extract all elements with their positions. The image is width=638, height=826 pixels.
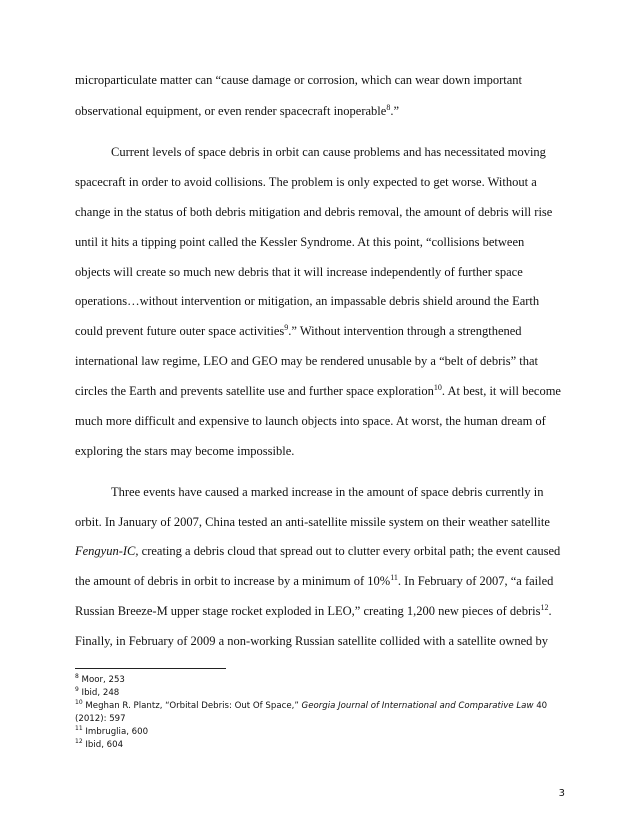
body-line: the amount of debris in orbit to increase by a minimum of 10%$^{11}$. In February of 2007, “a failed <box>75 573 554 588</box>
body-line: Three events have caused a marked increase in the amount of space debris currently in <box>111 485 544 499</box>
body-line: exploring the stars may become impossible. <box>75 444 295 458</box>
body-line: circles the Earth and prevents satellite use and further space exploration$^{10}$. At best, it will become <box>75 383 561 398</box>
footnote-ref[interactable]: 8 <box>386 103 391 112</box>
body-line: operations…without intervention or mitigation, an impassable debris shield around the Earth <box>75 294 540 308</box>
body-line: Russian Breeze-M upper stage rocket exploded in LEO,” creating 1,200 new pieces of debris$^{12}$. <box>75 603 552 618</box>
page-number: 3 <box>558 788 565 799</box>
body-line: orbit. In January of 2007, China tested an anti-satellite missile system on their weather satellite <box>75 515 550 529</box>
body-line: observational equipment, or even render spacecraft inoperable$^8$.” <box>75 103 400 118</box>
body-line: much more difficult and expensive to launch objects into space. At worst, the human dream of <box>75 414 546 428</box>
footnote: $^9$ Ibid, 248 <box>75 686 120 698</box>
footnote: $^{12}$ Ibid, 604 <box>75 738 124 750</box>
journal-title: Georgia Journal of International and Comparative Law <box>301 701 534 711</box>
body-line: Finally, in February of 2009 a non-working Russian satellite collided with a satellite owned by <box>75 634 549 648</box>
satellite-name: Fengyun-IC, <box>75 544 139 558</box>
body-line: spacecraft in order to avoid collisions. The problem is only expected to get worse. Without a <box>75 175 537 189</box>
footnote-ref[interactable]: 10 <box>433 383 442 392</box>
footnote: $^8$ Moor, 253 <box>75 673 125 685</box>
footnote: $^{10}$ Meghan R. Plantz, “Orbital Debris: Out Of Space,” Georgia Journal of International and Comparative Law 40 <box>75 699 548 711</box>
body-line: Fengyun-IC, creating a debris cloud that spread out to clutter every orbital path; the event caused <box>75 544 561 558</box>
body-line: Current levels of space debris in orbit can cause problems and has necessitated moving <box>111 145 546 159</box>
footnote: $^{11}$ Imbruglia, 600 <box>75 725 149 737</box>
body-line: objects will create so much new debris that it will increase independently of further space <box>75 265 523 279</box>
footnote-continuation: (2012): 597 <box>75 714 126 724</box>
body-line: international law regime, LEO and GEO may be rendered unusable by a “belt of debris” that <box>75 354 539 368</box>
body-line: change in the status of both debris mitigation and debris removal, the amount of debris will rise <box>75 205 553 219</box>
body-line: microparticulate matter can “cause damage or corrosion, which can wear down important <box>75 73 523 87</box>
footnote-ref[interactable]: 11 <box>390 573 398 582</box>
footnote-ref[interactable]: 12 <box>540 603 549 612</box>
body-line: could prevent future outer space activities$^9$.” Without intervention through a strengthened <box>75 323 522 338</box>
footnote-separator <box>75 668 226 669</box>
body-line: until it hits a tipping point called the Kessler Syndrome. At this point, “collisions between <box>75 235 525 249</box>
footnote-ref[interactable]: 9 <box>284 323 289 332</box>
